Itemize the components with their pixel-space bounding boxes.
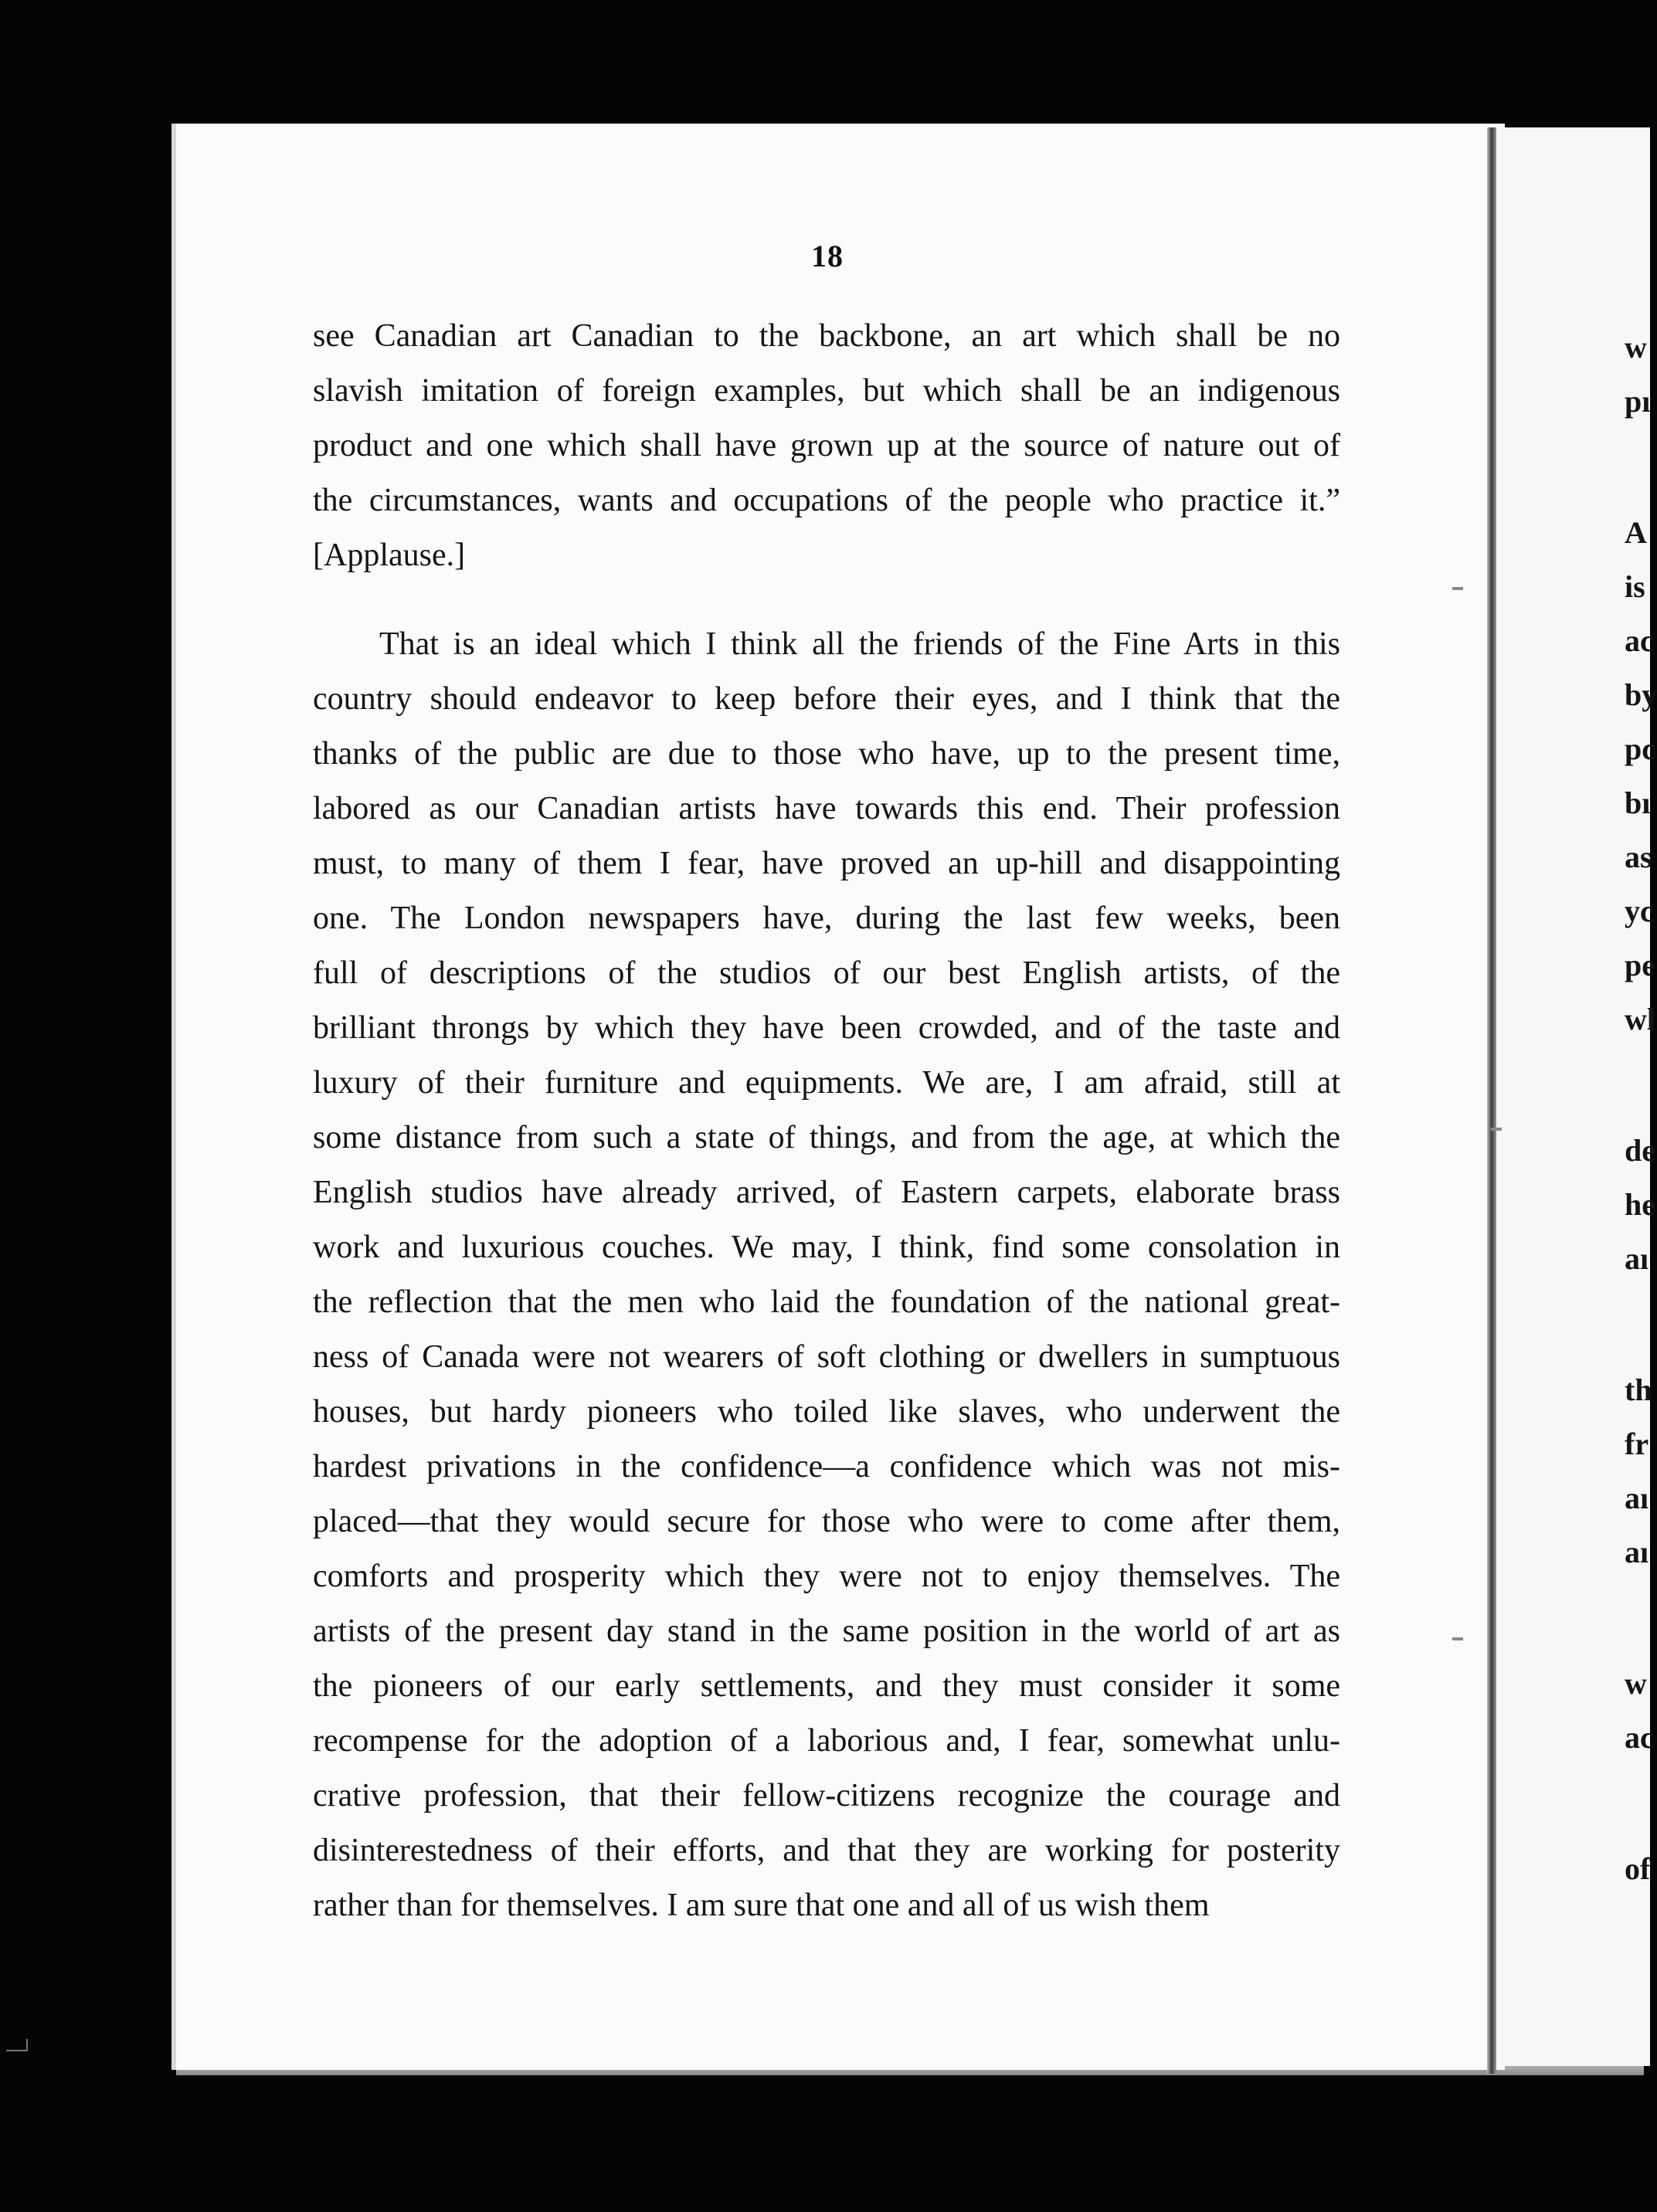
facing-page-fragment: aı xyxy=(1625,1241,1649,1276)
paragraph-gap xyxy=(313,583,1340,617)
text-line: labored as our Canadian artists have towards this end. Their profession xyxy=(313,791,1340,826)
facing-page-fragment: ac xyxy=(1625,1720,1654,1755)
facing-page-fragment: w xyxy=(1625,330,1647,365)
facing-page-fragment: pc xyxy=(1625,731,1655,766)
facing-page-fragment: of xyxy=(1625,1851,1651,1886)
text-line: rather than for themselves. I am sure that one and all of us wish them xyxy=(313,1888,1210,1923)
text-line: brilliant throngs by which they have been crowded, and of the taste and xyxy=(313,1010,1340,1046)
text-line: work and luxurious couches. We may, I think, find some consolation in xyxy=(313,1230,1340,1265)
facing-page-fragment: de xyxy=(1625,1133,1655,1168)
text-line: disinterestedness of their efforts, and that they are working for posterity xyxy=(313,1833,1340,1868)
facing-page-fragment: by xyxy=(1625,677,1657,712)
facing-page-fragment: is xyxy=(1625,569,1645,604)
text-line: That is an ideal which I think all the friends of the Fine Arts in this xyxy=(379,626,1340,662)
text-line: comforts and prosperity which they were not to enjoy themselves. The xyxy=(313,1559,1340,1594)
facing-page-fragment: ac xyxy=(1625,623,1654,658)
text-line: the pioneers of our early settlements, and they must consider it some xyxy=(313,1668,1340,1704)
text-line: country should endeavor to keep before their eyes, and I think that the xyxy=(313,681,1340,717)
text-line: the circumstances, wants and occupations of the people who practice it.” xyxy=(313,483,1340,518)
text-line: some distance from such a state of things, and from the age, at which the xyxy=(313,1120,1340,1155)
paragraph xyxy=(313,617,1340,1933)
paragraph xyxy=(313,309,1340,583)
text-line: [Applause.] xyxy=(313,538,466,573)
text-line: hardest privations in the confidence—a confidence which was not mis- xyxy=(313,1449,1340,1484)
facing-page-fragment: he xyxy=(1625,1187,1655,1222)
text-line: thanks of the public are due to those who have, up to the present time, xyxy=(313,736,1340,772)
text-line: full of descriptions of the studios of our best English artists, of the xyxy=(313,955,1340,991)
text-line: crative profession, that their fellow-citizens recognize the courage and xyxy=(313,1778,1340,1813)
facing-page-fragment: as xyxy=(1625,840,1652,874)
scan-speck xyxy=(1491,1128,1502,1131)
book-spine xyxy=(1487,127,1496,2074)
body-text xyxy=(313,309,1340,1933)
text-line: the reflection that the men who laid the foundation of the national great- xyxy=(313,1284,1340,1320)
page-number: 18 xyxy=(811,239,844,273)
scan-speck xyxy=(1452,1637,1463,1640)
facing-page-fragment: bı xyxy=(1625,785,1651,820)
facing-page-fragment: yc xyxy=(1625,894,1654,928)
text-line: see Canadian art Canadian to the backbone, an art which shall be no xyxy=(313,318,1340,354)
text-line: product and one which shall have grown up at the source of nature out of xyxy=(313,428,1340,463)
text-line: artists of the present day stand in the same position in the world of art as xyxy=(313,1613,1340,1649)
text-line: placed—that they would secure for those who were to come after them, xyxy=(313,1504,1340,1539)
facing-page-fragment: aı xyxy=(1625,1481,1649,1515)
facing-page-fragment: th xyxy=(1625,1372,1652,1407)
text-line: recompense for the adoption of a laborious and, I fear, somewhat unlu- xyxy=(313,1723,1340,1759)
facing-page-fragment: pı xyxy=(1625,384,1651,419)
scan-speck xyxy=(1452,587,1463,590)
facing-page-fragment: fr xyxy=(1625,1427,1649,1461)
facing-page-fragment: w xyxy=(1625,1666,1647,1701)
text-line: ness of Canada were not wearers of soft clothing or dwellers in sumptuous xyxy=(313,1339,1340,1375)
facing-page-fragment: wl xyxy=(1625,1002,1655,1036)
text-line: luxury of their furniture and equipments. We are, I am afraid, still at xyxy=(313,1065,1340,1101)
text-line: must, to many of them I fear, have proved an up-hill and disappointing xyxy=(313,846,1340,881)
facing-page-fragment: pe xyxy=(1625,948,1655,982)
facing-page-fragment: aı xyxy=(1625,1535,1649,1569)
facing-page-fragment: A xyxy=(1625,515,1647,550)
text-line: houses, but hardy pioneers who toiled like slaves, who underwent the xyxy=(313,1394,1340,1430)
text-line: English studios have already arrived, of Eastern carpets, elaborate brass xyxy=(313,1175,1340,1210)
text-line: one. The London newspapers have, during the last few weeks, been xyxy=(313,901,1340,936)
scan-corner-mark xyxy=(6,2039,28,2051)
text-line: slavish imitation of foreign examples, but which shall be an indigenous xyxy=(313,373,1340,409)
